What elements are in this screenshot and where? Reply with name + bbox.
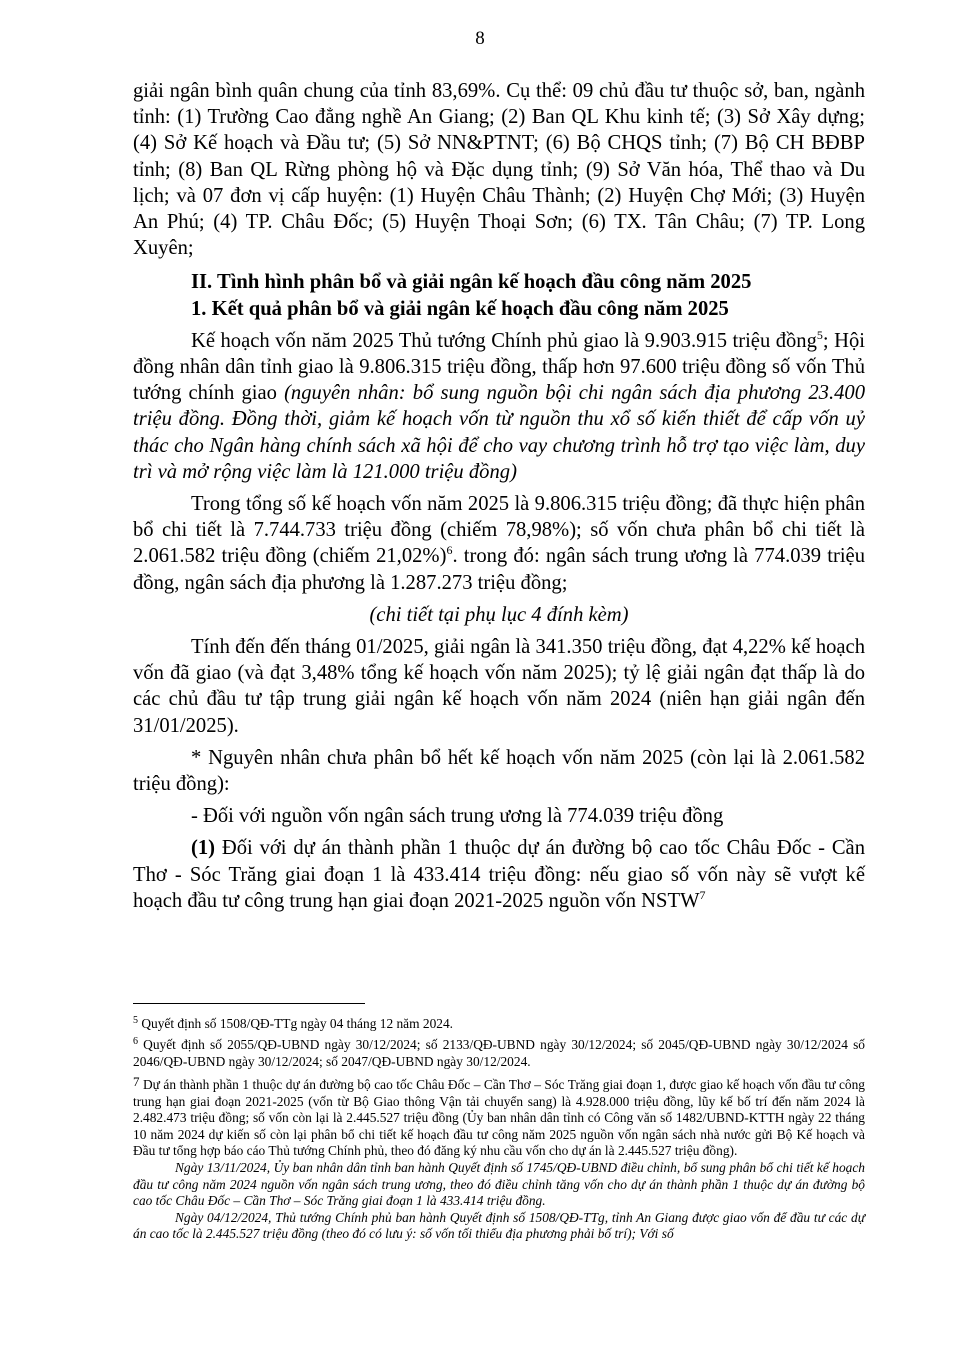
appendix-note: (chi tiết tại phụ lục 4 đính kèm) bbox=[369, 603, 629, 626]
subsection-heading: 1. Kết quả phân bổ và giải ngân kế hoạch đầu công năm 2025 bbox=[191, 297, 729, 320]
paragraph-central-budget: - Đối với nguồn vốn ngân sách trung ương là 774.039 triệu đồng bbox=[191, 805, 724, 828]
footnote-divider bbox=[133, 1003, 365, 1004]
paragraph-allocation: Trong tổng số kế hoạch vốn năm 2025 là 9.806.315 triệu đồng; đã thực hiện phân bổ chi tiết là 7.744.733 triệu đồng (chiếm 78,98%); số vốn chưa phân bổ chi tiết là 2.061.582 triệu đồng (chiếm 21,02%)$^6$. trong đó: ngân sách trung ương là 774.039 triệu đồng, ngân sách địa phương là 1.287.273 triệu đồng; bbox=[133, 493, 865, 594]
footnote-ref-7: 7 bbox=[699, 887, 706, 902]
footnote-7-decision-1508: Ngày 04/12/2024, Thủ tướng Chính phủ ban hành Quyết định số 1508/QĐ-TTg, tỉnh An Giang được giao vốn để đầu tư các dự án cao tốc là 2.445.527 triệu đồng (theo đó có lưu ý: số vốn tối thiểu địa phương phải bố trí); Với số bbox=[133, 1209, 865, 1242]
paragraph-project-1: (1) Đối với dự án thành phần 1 thuộc dự án đường bộ cao tốc Châu Đốc - Cần Thơ - Sóc Trăng giai đoạn 1 là 433.414 triệu đồng: nếu giao số vốn này sẽ vượt kế hoạch đầu tư công trung hạn giai đoạn 2021-2025 nguồn vốn NSTW$^7$ bbox=[133, 837, 865, 912]
footnote-7 bbox=[133, 1074, 865, 1243]
footnote-5: $^5$ Quyết định số 1508/QĐ-TTg ngày 04 tháng 12 năm 2024. bbox=[133, 1015, 454, 1031]
footnote-7-decision-1745: Ngày 13/11/2024, Ủy ban nhân dân tỉnh ban hành Quyết định số 1745/QĐ-UBND điều chỉnh, bổ sung phân bổ chi tiết kế hoạch đầu tư công năm 2024 nguồn vốn ngân sách trung ương, theo đó điều chỉnh tăng vốn cho dự án thành phần 1 thuộc dự án đường bộ cao tốc Châu Đốc – Cần Thơ – Sóc Trăng giai đoạn 1 là 433.414 triệu đồng. bbox=[133, 1159, 865, 1209]
paragraph-capital-plan: Kế hoạch vốn năm 2025 Thủ tướng Chính phủ giao là 9.903.915 triệu đồng$^5$; Hội đồng nhân dân tỉnh giao là 9.806.315 triệu đồng, thấp hơn 97.600 triệu đồng số vốn Thủ tướng chính giao (nguyên nhân: bổ sung nguồn bội chi ngân sách địa phương 23.400 triệu đồng. Đồng thời, giảm kế hoạch vốn từ nguồn thu xổ số kiến thiết để cấp vốn uỷ thác cho Ngân hàng chính sách xã hội để cho vay chương trình hỗ trợ tạo việc làm, duy trì và mở rộng việc làm là 121.000 triệu đồng) bbox=[133, 327, 865, 483]
footnote-6: $^6$ Quyết định số 2055/QĐ-UBND ngày 30/12/2024; số 2133/QĐ-UBND ngày 30/12/2024; số 2045/QĐ-UBND ngày 30/12/2024 số 2046/QĐ-UBND ngày 30/12/2024; số 2047/QĐ-UBND ngày 30/12/2024. bbox=[133, 1036, 865, 1069]
document-body bbox=[133, 78, 865, 914]
paragraph-disbursement: Tính đến đến tháng 01/2025, giải ngân là 341.350 triệu đồng, đạt 4,22% kế hoạch vốn đã giao (và đạt 3,48% tổng kế hoạch vốn năm 2025); tỷ lệ giải ngân đạt thấp là do các chủ đầu tư tập trung giải ngân kế hoạch vốn năm 2024 (niên hạn giải ngân đến 31/01/2025). bbox=[133, 636, 865, 737]
paragraph-unit-list: giải ngân bình quân chung của tỉnh 83,69%. Cụ thể: 09 chủ đầu tư thuộc sở, ban, ngành tỉnh: (1) Trường Cao đẳng nghề An Giang; (2) Ban QL Khu kinh tế; (3) Sở Xây dựng; (4) Sở Kế hoạch và Đầu tư; (5) Sở NN&PTNT; (6) Bộ CHQS tỉnh; (7) Bộ CH BĐBP tỉnh; (8) Ban QL Rừng phòng hộ và Đặc dụng tỉnh; (9) Sở Văn hóa, Thể thao và Du lịch; và 07 đơn vị cấp huyện: (1) Huyện Châu Thành; (2) Huyện Chợ Mới; (3) Huyện An Phú; (4) TP. Châu Đốc; (5) Huyện Thoại Sơn; (6) TX. Tân Châu; (7) TP. Long Xuyên; bbox=[133, 80, 865, 260]
section-heading: II. Tình hình phân bổ và giải ngân kế hoạch đầu công năm 2025 bbox=[191, 271, 752, 294]
footnote-ref-5: 5 bbox=[816, 327, 823, 342]
italic-explanation: (nguyên nhân: bổ sung nguồn bội chi ngân sách địa phương 23.400 triệu đồng. Đồng thời, giảm kế hoạch vốn từ nguồn thu xổ số kiến thiết để cấp vốn uỷ thác cho Ngân hàng chính sách xã hội để cho vay chương trình hỗ trợ tạo việc làm, duy trì và mở rộng việc làm là 121.000 triệu đồng) bbox=[133, 382, 865, 483]
footnote-ref-6: 6 bbox=[446, 543, 453, 558]
footnote-7-main: $^7$ Dự án thành phần 1 thuộc dự án đường bộ cao tốc Châu Đốc – Cần Thơ – Sóc Trăng giai đoạn 1, được giao kế hoạch vốn đầu tư công trung hạn giai đoạn 2021-2025 (vốn từ Bộ Giao thông Vận tải chuyển sang) là 4.928.000 triệu đồng, lũy kế bố trí đến năm 2024 là 2.482.473 triệu đồng; số vốn còn lại là 2.445.527 triệu đồng (Ủy ban nhân dân tỉnh có Công văn số 1482/UBND-KTTH ngày 22 tháng 10 năm 2024 dự kiến số còn lại phân bổ chi tiết kế hoạch đầu tư công năm 2025 nguồn vốn ngân sách nhà nước gửi Bộ Kế hoạch và Đầu tư tổng hợp báo cáo Thủ tướng Chính phủ, theo đó đăng ký nhu cầu vốn cho dự án là 2.445.527 triệu đồng). bbox=[133, 1074, 865, 1159]
page-number: 8 bbox=[475, 28, 485, 49]
paragraph-reason: * Nguyên nhân chưa phân bổ hết kế hoạch vốn năm 2025 (còn lại là 2.061.582 triệu đồng): bbox=[133, 746, 865, 796]
